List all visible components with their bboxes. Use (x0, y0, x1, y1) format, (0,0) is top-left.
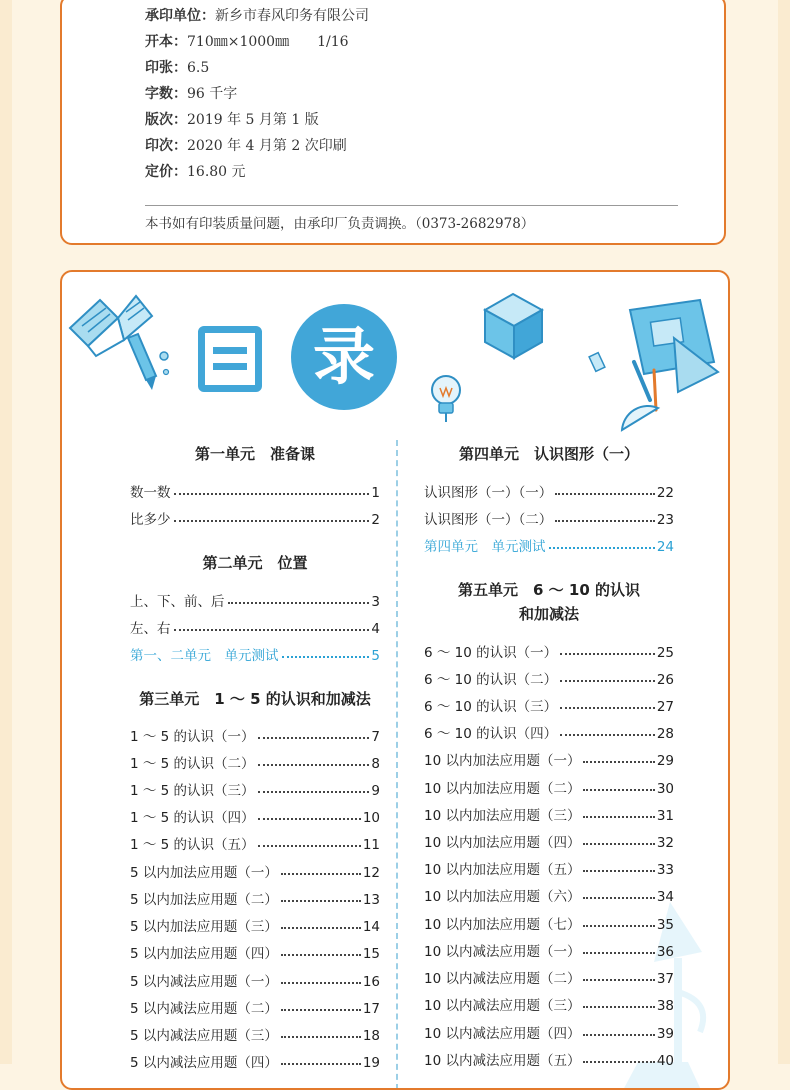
toc-entry-page: 13 (362, 892, 380, 908)
toc-entry-label: 5 以内减法应用题（一） (130, 974, 278, 990)
toc-entry-page: 17 (362, 1001, 380, 1017)
toc-entry-label: 10 以内减法应用题（一） (424, 944, 581, 960)
imprint-divider (145, 205, 678, 206)
toc-entry-page: 39 (656, 1026, 674, 1042)
leader-dots (258, 818, 361, 820)
imprint-key: 版次： (145, 112, 187, 128)
toc-entry[interactable] (130, 944, 380, 964)
imprint-row (145, 137, 347, 155)
leader-dots (583, 1061, 654, 1063)
toc-entry[interactable] (424, 996, 674, 1016)
toc-entry-page: 10 (362, 810, 380, 826)
toc-entry-label: 1 ～ 5 的认识（四） (130, 810, 255, 826)
toc-entry-label: 1 ～ 5 的认识（二） (130, 756, 255, 772)
book-pencil-icon (66, 288, 176, 392)
toc-entry-label: 10 以内加法应用题（五） (424, 862, 581, 878)
toc-title-lu: 录 (291, 304, 397, 410)
toc-entry-page: 24 (656, 539, 674, 555)
toc-entry-label: 10 以内减法应用题（三） (424, 998, 581, 1014)
toc-entry-page: 26 (656, 672, 674, 688)
leader-dots (228, 602, 370, 604)
leader-dots (555, 493, 655, 495)
leader-dots (281, 954, 361, 956)
leader-dots (258, 737, 370, 739)
toc-entry-label: 10 以内加法应用题（七） (424, 917, 581, 933)
toc-entry[interactable] (130, 972, 380, 992)
leader-dots (583, 897, 654, 899)
toc-entry[interactable] (130, 890, 380, 910)
toc-entry-page: 27 (656, 699, 674, 715)
page-stripe-left (0, 0, 12, 1064)
toc-entry-label: 6 ～ 10 的认识（三） (424, 699, 558, 715)
toc-entry[interactable] (424, 697, 674, 717)
toc-entry-page: 5 (371, 648, 380, 664)
leader-dots (583, 952, 654, 954)
leader-dots (281, 900, 361, 902)
unit-heading-cont: 和加减法 (518, 605, 579, 623)
toc-entry-page: 15 (362, 946, 380, 962)
leader-dots (583, 789, 654, 791)
toc-entry-test[interactable] (130, 646, 380, 666)
imprint-value: 2019 年 5 月第 1 版 (187, 112, 319, 128)
toc-entry-page: 2 (371, 512, 380, 528)
toc-entry[interactable] (424, 751, 674, 771)
leader-dots (258, 845, 361, 847)
toc-entry-page: 1 (371, 485, 380, 501)
imprint-value: 2020 年 4 月第 2 次印刷 (187, 138, 347, 154)
toc-entry-page: 9 (371, 783, 380, 799)
toc-entry-page: 7 (371, 729, 380, 745)
unit-heading: 第一单元 准备课 (194, 445, 315, 463)
toc-entry-label: 认识图形（一）（二） (424, 512, 553, 528)
toc-entry[interactable] (130, 917, 380, 937)
leader-dots (583, 843, 654, 845)
toc-entry-page: 36 (656, 944, 674, 960)
leader-dots (583, 761, 654, 763)
imprint-card (60, 0, 726, 245)
leader-dots (281, 1009, 361, 1011)
toc-entry[interactable] (424, 860, 674, 880)
imprint-key: 字数： (145, 86, 187, 102)
toc-entry-page: 4 (371, 621, 380, 637)
toc-entry-label: 左、右 (130, 621, 171, 637)
toc-entry-page: 18 (362, 1028, 380, 1044)
leader-dots (174, 629, 370, 631)
toc-entry[interactable] (130, 808, 380, 828)
leader-dots (560, 680, 655, 682)
imprint-value: 6.5 (187, 60, 210, 76)
toc-entry-label: 10 以内加法应用题（三） (424, 808, 581, 824)
toc-entry-page: 40 (656, 1053, 674, 1069)
leader-dots (560, 734, 655, 736)
imprint-value: 新乡市春风印务有限公司 (215, 8, 369, 24)
toc-entry-page: 12 (362, 865, 380, 881)
toc-entry[interactable] (424, 643, 674, 663)
leader-dots (282, 656, 370, 658)
page-stripe-right (778, 0, 790, 1064)
leader-dots (583, 870, 654, 872)
imprint-row (145, 85, 237, 103)
lightbulb-icon (426, 372, 466, 426)
leader-dots (174, 493, 370, 495)
leader-dots (281, 1063, 361, 1065)
toc-entry-page: 19 (362, 1055, 380, 1071)
toc-entry[interactable] (424, 483, 674, 503)
toc-entry-label: 5 以内减法应用题（四） (130, 1055, 278, 1071)
toc-entry-label: 1 ～ 5 的认识（三） (130, 783, 255, 799)
toc-entry[interactable] (130, 727, 380, 747)
unit-heading: 第二单元 位置 (202, 554, 308, 572)
toc-entry[interactable] (424, 670, 674, 690)
toc-entry-page: 11 (362, 837, 380, 853)
toc-entry-page: 29 (656, 753, 674, 769)
toc-entry-test[interactable] (424, 537, 674, 557)
toc-entry[interactable] (130, 1053, 380, 1073)
imprint-row (145, 7, 369, 25)
toc-entry[interactable] (424, 779, 674, 799)
toc-entry[interactable] (130, 1026, 380, 1046)
toc-entry-label: 10 以内加法应用题（一） (424, 753, 581, 769)
unit-heading: 第四单元 认识图形（一） (458, 445, 639, 463)
toc-entry[interactable] (130, 592, 380, 612)
toc-title-mu-text (205, 333, 206, 334)
toc-entry-label: 认识图形（一）（一） (424, 485, 553, 501)
toc-entry[interactable] (424, 724, 674, 744)
toc-entry-label: 6 ～ 10 的认识（四） (424, 726, 558, 742)
toc-entry-label: 10 以内减法应用题（四） (424, 1026, 581, 1042)
toc-entry-label: 5 以内加法应用题（三） (130, 919, 278, 935)
leader-dots (281, 982, 361, 984)
toc-entry-label: 5 以内减法应用题（三） (130, 1028, 278, 1044)
imprint-row (145, 111, 319, 129)
toc-entry-label: 5 以内减法应用题（二） (130, 1001, 278, 1017)
toc-entry-page: 8 (371, 756, 380, 772)
unit-heading: 第三单元 1 ～ 5 的认识和加减法 (139, 690, 371, 708)
toc-entry[interactable] (424, 887, 674, 907)
toc-entry[interactable] (130, 483, 380, 503)
toc-entry-page: 16 (362, 974, 380, 990)
toc-entry-page: 34 (656, 889, 674, 905)
toc-entry-page: 3 (371, 594, 380, 610)
imprint-value: 16.80 元 (187, 164, 246, 180)
unit-heading: 第五单元 6 ～ 10 的认识 (458, 581, 640, 599)
toc-entry-page: 28 (656, 726, 674, 742)
imprint-value: 96 千字 (187, 86, 238, 102)
toc-entry-label: 1 ～ 5 的认识（五） (130, 837, 255, 853)
leader-dots (281, 873, 361, 875)
toc-entry-label: 第一、二单元 单元测试 (130, 648, 279, 664)
leader-dots (583, 1006, 654, 1008)
toc-entry-label: 10 以内减法应用题（二） (424, 971, 581, 987)
toc-entry-label: 比多少 (130, 512, 171, 528)
leader-dots (583, 925, 654, 927)
toc-entry[interactable] (424, 915, 674, 935)
imprint-key: 开本： (145, 34, 187, 50)
toc-entry-label: 6 ～ 10 的认识（二） (424, 672, 558, 688)
imprint-key: 定价： (145, 164, 187, 180)
toc-entry[interactable] (424, 833, 674, 853)
toc-entry-label: 10 以内加法应用题（四） (424, 835, 581, 851)
toc-entry[interactable] (130, 835, 380, 855)
toc-entry-label: 1 ～ 5 的认识（一） (130, 729, 255, 745)
leader-dots (281, 927, 361, 929)
toc-entry-page: 33 (656, 862, 674, 878)
leader-dots (583, 979, 654, 981)
toc-entry[interactable] (130, 754, 380, 774)
leader-dots (258, 764, 370, 766)
toc-entry[interactable] (424, 1051, 674, 1071)
toc-entry-page: 30 (656, 781, 674, 797)
leader-dots (549, 547, 655, 549)
leader-dots (583, 1034, 654, 1036)
toc-entry-label: 6 ～ 10 的认识（一） (424, 645, 558, 661)
toc-entry-page: 31 (656, 808, 674, 824)
leader-dots (583, 816, 654, 818)
toc-entry-label: 10 以内减法应用题（五） (424, 1053, 581, 1069)
toc-entry-page: 37 (656, 971, 674, 987)
imprint-key: 承印单位： (145, 8, 215, 24)
toc-title-mu (198, 326, 262, 392)
toc-entry[interactable] (130, 863, 380, 883)
leader-dots (258, 791, 370, 793)
toc-entry[interactable] (424, 1024, 674, 1044)
toc-entry-label: 5 以内加法应用题（四） (130, 946, 278, 962)
column-divider (396, 440, 398, 1090)
imprint-key: 印张： (145, 60, 187, 76)
toc-entry[interactable] (130, 781, 380, 801)
leader-dots (174, 520, 370, 522)
toc-entry-page: 25 (656, 645, 674, 661)
imprint-row (145, 33, 349, 51)
toc-entry-label: 5 以内加法应用题（一） (130, 865, 278, 881)
toc-entry[interactable] (130, 999, 380, 1019)
toc-entry-label: 5 以内加法应用题（二） (130, 892, 278, 908)
imprint-row (145, 59, 209, 77)
toc-entry-page: 23 (656, 512, 674, 528)
imprint-row (145, 163, 246, 181)
leader-dots (560, 707, 655, 709)
toc-entry-label: 数一数 (130, 485, 171, 501)
toc-entry[interactable] (424, 806, 674, 826)
imprint-key: 印次： (145, 138, 187, 154)
toc-entry-label: 10 以内加法应用题（二） (424, 781, 581, 797)
toc-entry-label: 第四单元 单元测试 (424, 539, 546, 555)
toc-entry-label: 10 以内加法应用题（六） (424, 889, 581, 905)
cube-icon (480, 290, 546, 362)
notebook-ruler-icon (582, 298, 726, 434)
toc-entry-page: 32 (656, 835, 674, 851)
toc-entry-page: 22 (656, 485, 674, 501)
toc-entry[interactable] (130, 510, 380, 530)
toc-entry[interactable] (130, 619, 380, 639)
toc-entry-page: 14 (362, 919, 380, 935)
imprint-note: 本书如有印装质量问题，由承印厂负责调换。（0373-2682978） (145, 216, 535, 232)
imprint-value: 710㎜×1000㎜ 1/16 (187, 34, 349, 50)
toc-entry[interactable] (424, 969, 674, 989)
toc-entry-label: 上、下、前、后 (130, 594, 225, 610)
toc-entry-page: 38 (656, 998, 674, 1014)
toc-entry-page: 35 (656, 917, 674, 933)
toc-entry[interactable] (424, 510, 674, 530)
leader-dots (281, 1036, 361, 1038)
toc-card (60, 270, 730, 1090)
toc-entry[interactable] (424, 942, 674, 962)
leader-dots (560, 653, 655, 655)
leader-dots (555, 520, 655, 522)
